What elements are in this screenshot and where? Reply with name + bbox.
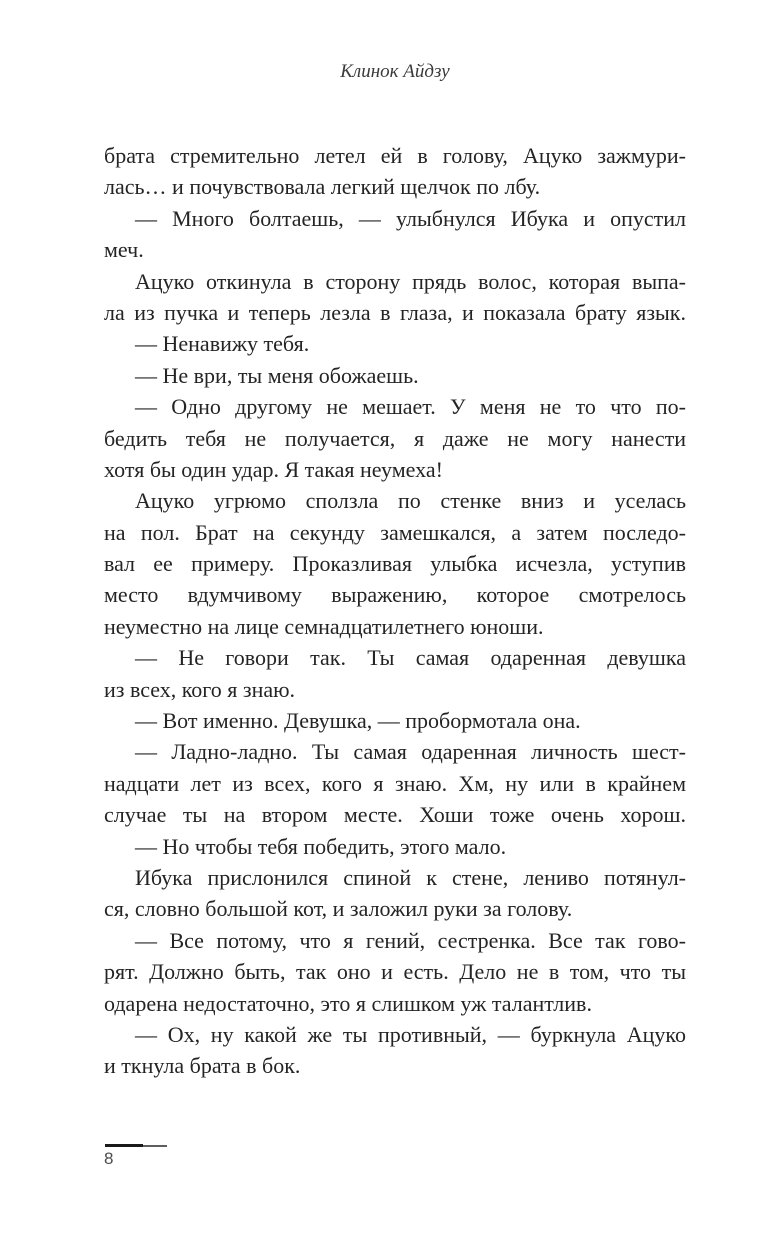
text-line: хотя бы один удар. Я такая неумеха! (104, 456, 443, 482)
body-text (104, 140, 686, 1082)
text-line: — Много болтаешь, — улыбнулся Ибука и опустил (135, 205, 686, 231)
text-line: из всех, кого я знаю. (104, 676, 296, 702)
page-number: 8 (104, 1149, 114, 1168)
text-line: — Ненавижу тебя. (135, 331, 310, 357)
text-line: и ткнула брата в бок. (104, 1053, 301, 1079)
text-line: одарена недостаточно, это я слишком уж талантлив. (104, 990, 592, 1016)
text-line: Ацуко откинула в сторону прядь волос, которая выпа- (135, 268, 686, 294)
text-line: Ацуко угрюмо сползла по стенке вниз и уселась (135, 488, 686, 514)
text-line: на пол. Брат на секунду замешкался, а затем последо- (104, 519, 686, 545)
text-line: надцати лет из всех, кого я знаю. Хм, ну или в крайнем (104, 770, 686, 796)
text-line: — Но чтобы тебя победить, этого мало. (135, 833, 507, 859)
text-line: брата стремительно летел ей в голову, Ацуко зажмури- (104, 143, 686, 168)
text-line: вал ее примеру. Проказливая улыбка исчезла, уступив (104, 551, 686, 577)
text-line: бедить тебя не получается, я даже не могу нанести (104, 425, 686, 451)
reading-progress-track (143, 1145, 167, 1147)
text-line: случае ты на втором месте. Хоши тоже очень хорош. (104, 802, 686, 828)
text-line: ся, словно большой кот, и заложил руки за голову. (104, 896, 573, 922)
reading-progress-bar (105, 1144, 167, 1148)
text-line: место вдумчивому выражению, которое смотрелось (104, 582, 686, 608)
text-line: — Одно другому не мешает. У меня не то что по- (135, 394, 686, 420)
text-line: меч. (104, 237, 144, 263)
text-line: лась… и почувствовала легкий щелчок по лбу. (104, 174, 541, 200)
text-line: Ибука прислонился спиной к стене, лениво потянул- (135, 864, 686, 890)
text-line: рят. Должно быть, так оно и есть. Дело не в том, что ты (104, 959, 686, 985)
text-line: — Ох, ну какой же ты противный, — буркнула Ацуко (135, 1021, 686, 1047)
text-line: — Все потому, что я гений, сестренка. Все так гово- (135, 927, 686, 953)
text-line: — Вот именно. Девушка, — пробормотала она. (135, 708, 581, 734)
running-title: Клинок Айдзу (340, 61, 450, 82)
text-line: ла из пучка и теперь лезла в глаза, и показала брату язык. (104, 299, 686, 325)
text-line: — Не говори так. Ты самая одаренная девушка (135, 645, 686, 671)
text-line: неуместно на лице семнадцатилетнего юноши. (104, 613, 544, 639)
reading-progress-fill (105, 1144, 143, 1147)
text-line: — Не ври, ты меня обожаешь. (135, 362, 419, 388)
text-line: — Ладно-ладно. Ты самая одаренная личность шест- (135, 739, 686, 765)
